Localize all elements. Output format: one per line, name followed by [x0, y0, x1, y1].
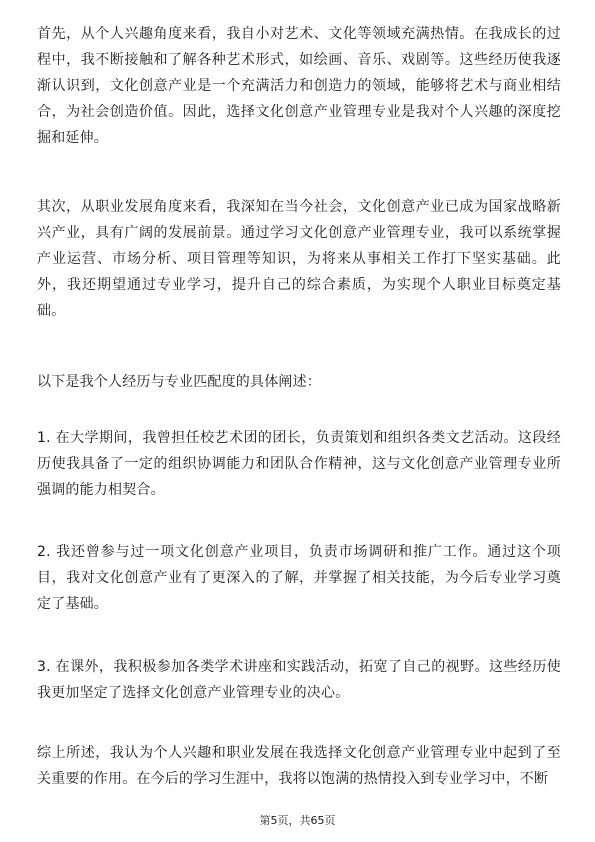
paragraph-experience-1: 1. 在大学期间，我曾担任校艺术团的团长，负责策划和组织各类文艺活动。这段经历使我具备了一定的组织协调能力和团队合作精神，这与文化创意产业管理专业所强调的能力相契合。 — [37, 430, 561, 498]
paragraph-intro-experience: 以下是我个人经历与专业匹配度的具体阐述： — [37, 374, 321, 390]
paragraph-career-development: 其次，从职业发展角度来看，我深知在当今社会，文化创意产业已成为国家战略新兴产业，具有广阔的发展前景。通过学习文化创意产业管理专业，我可以系统掌握产业运营、市场分析、项目管理等知识，为将来从事相关工作打下坚实基础。此外，我还期望通过专业学习，提升自己的综合素质，为实现个人职业目标奠定基础。 — [37, 199, 561, 319]
paragraph-experience-2: 2. 我还曾参与过一项文化创意产业项目，负责市场调研和推广工作。通过这个项目，我对文化创意产业有了更深入的了解，并掌握了相关技能，为今后专业学习奠定了基础。 — [37, 544, 561, 612]
paragraph-conclusion: 综上所述，我认为个人兴趣和职业发展在我选择文化创意产业管理专业中起到了至关重要的作用。在今后的学习生涯中，我将以饱满的热情投入到专业学习中，不断 — [37, 745, 561, 787]
paragraph-personal-interest: 首先，从个人兴趣角度来看，我自小对艺术、文化等领域充满热情。在我成长的过程中，我不断接触和了解各种艺术形式，如绘画、音乐、戏剧等。这些经历使我逐渐认识到，文化创意产业是一个充满活力和创造力的领域，能够将艺术与商业相结合，为社会创造价值。因此，选择文化创意产业管理专业是我对个人兴趣的深度挖掘和延伸。 — [37, 26, 561, 146]
paragraph-experience-3: 3. 在课外，我积极参加各类学术讲座和实践活动，拓宽了自己的视野。这些经历使我更加坚定了选择文化创意产业管理专业的决心。 — [37, 659, 561, 701]
page-number: 第5页，共65页 — [259, 814, 336, 827]
